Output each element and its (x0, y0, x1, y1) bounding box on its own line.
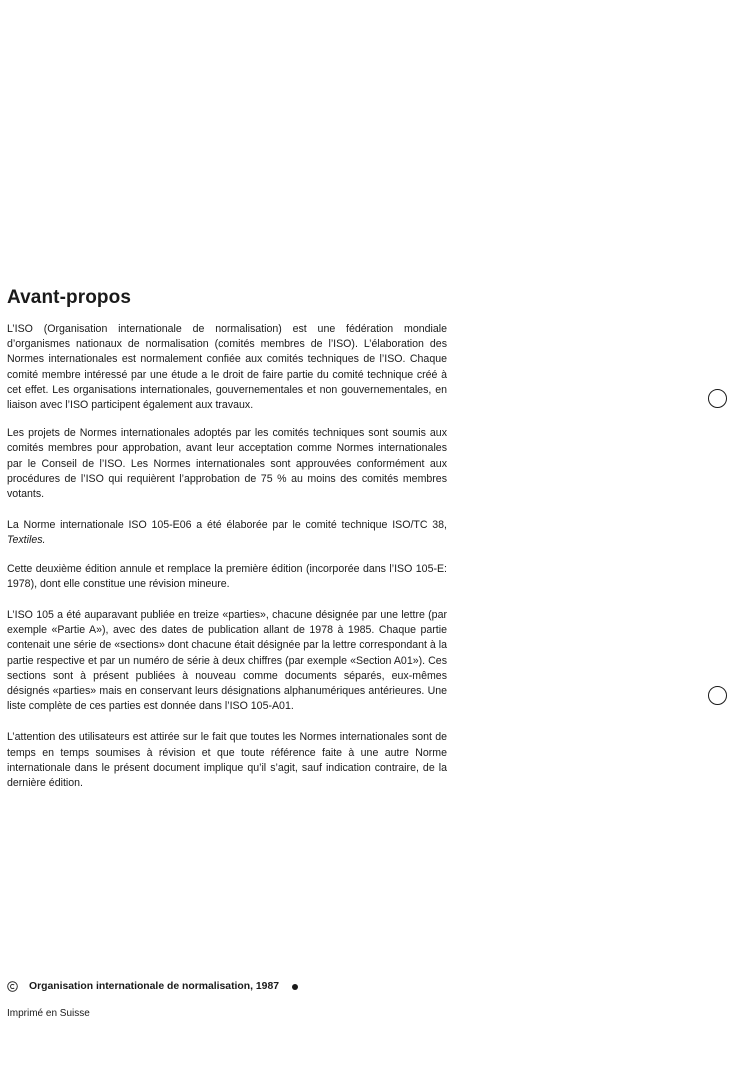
paragraph-parts-history: L’ISO 105 a été auparavant publiée en treize «parties», chacune désignée par une lettre (par exemple «Partie A»), avec des dates de publication allant de 1978 à 1985. Chaque partie contenait une série de «sections» dont chacune était désignée par la lettre correspondant à la partie respective et par un numéro de série à deux chiffres (par exemple «Section A01»). Ces sections sont à présent publiées à nouveau comme documents séparés, eux-mêmes désignés «parties» mais en conservant leurs désignations alphanumériques antérieures. Une liste complète de ces parties est donnée dans l’ISO 105-A01. (7, 609, 447, 713)
copyright-line (7, 981, 298, 992)
copyright-symbol-icon (7, 981, 18, 992)
bullet-icon (292, 984, 298, 990)
paragraph-revision-notice: L’attention des utilisateurs est attirée sur le fait que toutes les Normes internationales sont de temps en temps soumises à révision et que toute référence faite à une autre Norme internationale dans le présent document implique qu’il s’agit, sauf indication contraire, de la dernière édition. (7, 731, 447, 790)
paragraph-edition: Cette deuxième édition annule et remplace la première édition (incorporée dans l’ISO 105-E: 1978), dont elle constitue une révision mineure. (7, 562, 447, 590)
punch-hole-icon (708, 389, 727, 408)
copyright-text: Organisation internationale de normalisation, 1987 (29, 981, 280, 992)
committee-subject: Textiles. (7, 534, 46, 547)
page-title: Avant-propos (7, 287, 131, 308)
paragraph-approval-process: Les projets de Normes internationales adoptés par les comités techniques sont soumis aux comités membres pour approbation, avant leur acceptation comme Normes internationales par le Conseil de l’ISO. Les Normes internationales sont approuvées conformément aux procédures de l’ISO qui requièrent l’approbation de 75 % au moins des comités membres votants. (7, 427, 447, 501)
foreword-body (7, 322, 447, 791)
paragraph-iso-description: L’ISO (Organisation internationale de normalisation) est une fédération mondiale d’organismes nationaux de normalisation (comités membres de l’ISO). L’élaboration des Normes internationales est normalement confiée aux comités techniques de l’ISO. Chaque comité membre intéressé par une étude a le droit de faire partie du comité technique créé à cet effet. Les organisations internationales, gouvernementales et non gouvernementales, en liaison avec l’ISO participent également aux travaux. (7, 323, 447, 412)
committee-text: La Norme internationale ISO 105-E06 a été élaborée par le comité technique ISO/TC 38, (7, 519, 447, 532)
punch-hole-icon (708, 686, 727, 705)
paragraph-committee (7, 518, 447, 548)
printed-in: Imprimé en Suisse (7, 1008, 90, 1019)
